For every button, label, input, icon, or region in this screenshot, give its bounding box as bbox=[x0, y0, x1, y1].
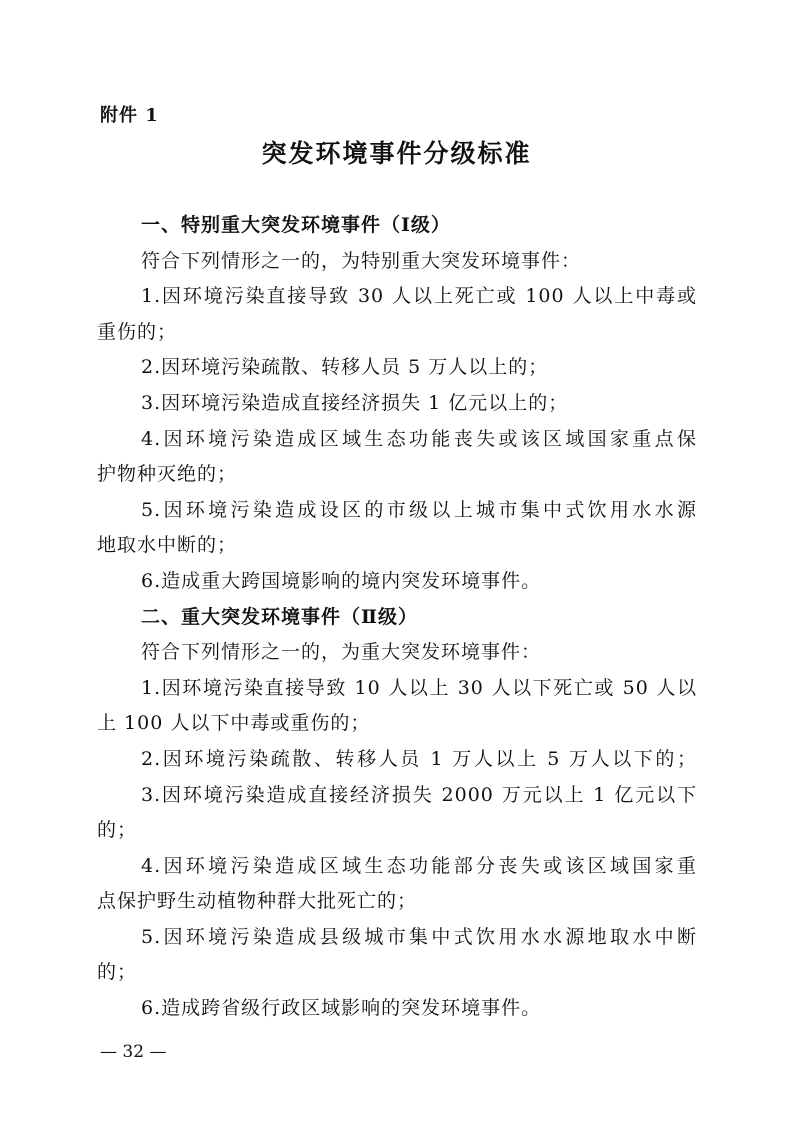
text-line: 符合下列情形之一的，为特别重大突发环境事件： bbox=[141, 249, 582, 272]
section-heading: 二、重大突发环境事件（Ⅱ级） bbox=[141, 605, 419, 628]
text-line: 上 100 人以下中毒或重伤的； bbox=[97, 712, 371, 735]
text-line: 1.因环境污染直接导致 10 人以上 30 人以下死亡或 50 人以 bbox=[141, 676, 697, 699]
text-line: 2.因环境污染疏散、转移人员 1 万人以上 5 万人以下的； bbox=[141, 747, 697, 770]
text-line: 的； bbox=[97, 961, 138, 984]
section-heading: 一、特别重大突发环境事件（Ⅰ级） bbox=[141, 214, 451, 236]
attachment-label: 附件 1 bbox=[100, 105, 159, 126]
text-line: 5.因环境污染造成县级城市集中式饮用水水源地取水中断 bbox=[141, 925, 697, 948]
text-line: 6.造成重大跨国境影响的境内突发环境事件。 bbox=[141, 569, 542, 592]
text-line: 地取水中断的； bbox=[97, 534, 238, 557]
text-line: 重伤的； bbox=[97, 320, 178, 343]
text-line: 的； bbox=[97, 819, 138, 842]
document-title: 突发环境事件分级标准 bbox=[261, 139, 532, 168]
text-line: 1.因环境污染直接导致 30 人以上死亡或 100 人以上中毒或 bbox=[141, 285, 697, 308]
text-line: 3.因环境污染造成直接经济损失 1 亿元以上的； bbox=[141, 391, 569, 414]
text-line: 符合下列情形之一的，为重大突发环境事件： bbox=[141, 641, 542, 664]
text-line: 6.造成跨省级行政区域影响的突发环境事件。 bbox=[141, 997, 542, 1020]
text-line: 2.因环境污染疏散、转移人员 5 万人以上的； bbox=[141, 356, 549, 379]
text-line: 点保护野生动植物种群大批死亡的； bbox=[97, 890, 418, 913]
text-line: 3.因环境污染造成直接经济损失 2000 万元以上 1 亿元以下 bbox=[141, 783, 697, 806]
text-line: 4.因环境污染造成区域生态功能丧失或该区域国家重点保 bbox=[141, 427, 697, 450]
document-body bbox=[97, 208, 697, 1027]
text-line: 4.因环境污染造成区域生态功能部分丧失或该区域国家重 bbox=[141, 854, 697, 877]
text-line: 护物种灭绝的； bbox=[97, 463, 238, 486]
page-number: — 32 — bbox=[100, 1042, 167, 1062]
text-line: 5.因环境污染造成设区的市级以上城市集中式饮用水水源 bbox=[141, 498, 697, 521]
